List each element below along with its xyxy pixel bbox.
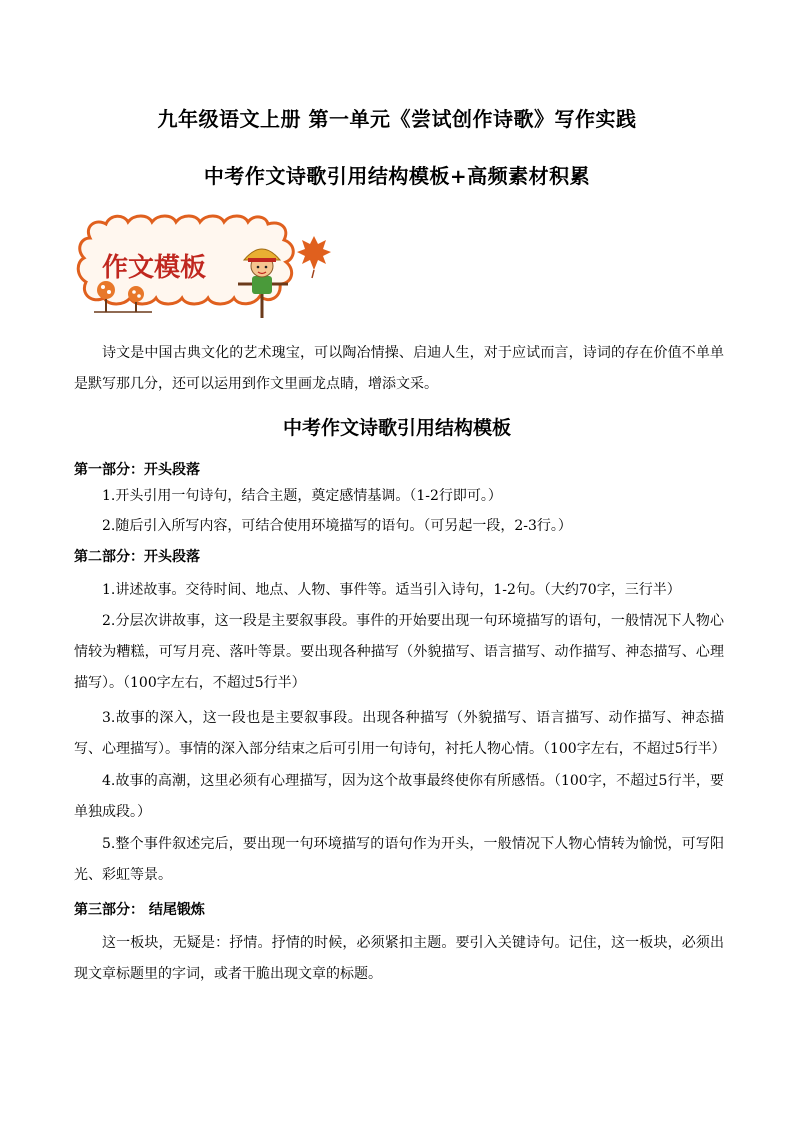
tree-icon <box>128 286 144 312</box>
part1-heading: 第一部分：开头段落 <box>74 462 200 478</box>
part2-item-5: 5.整个事件叙述完后，要出现一句环境描写的语句作为开头，一般情况下人物心情转为愉悦，可写阳光、彩虹等景。 <box>74 836 724 883</box>
part3-item-1: 这一板块，无疑是：抒情。抒情的时候，必须紧扣主题。要引入关键诗句。记住，这一板块，必须出现文章标题里的字词，或者干脆出现文章的标题。 <box>74 935 724 982</box>
part2-item-1: 1.讲述故事。交待时间、地点、人物、事件等。适当引入诗句，1-2句。（大约70字，三行半） <box>102 582 681 598</box>
maple-leaf-icon <box>297 236 331 270</box>
part1-item-2: 2.随后引入所写内容，可结合使用环境描写的语句。（可另起一段，2-3行。） <box>102 518 572 534</box>
section-title: 中考作文诗歌引用结构模板 <box>282 417 511 439</box>
part2-heading: 第二部分：开头段落 <box>74 549 200 565</box>
part2-item-3: 3.故事的深入，这一段也是主要叙事段。出现各种描写（外貌描写、语言描写、动作描写、神态描写、心理描写）。事情的深入部分结束之后可引用一句诗句，衬托人物心情。（100字左右，不超过5行半） <box>74 710 726 757</box>
part2-item-4: 4.故事的高潮，这里必须有心理描写，因为这个故事最终使你有所感悟。（100字，不超过5行半，要单独成段。） <box>74 773 724 820</box>
part2-item-2: 2.分层次讲故事，这一段是主要叙事段。事件的开始要出现一句环境描写的语句，一般情况下人物心情较为糟糕，可写月亮、落叶等景。要出现各种描写（外貌描写、语言描写、动作描写、神态描写、心理描写）。（100字左右，不超过5行半） <box>74 613 724 691</box>
badge-label: 作文模板 <box>102 253 207 283</box>
composition-template-badge <box>76 214 334 322</box>
intro-paragraph: 诗文是中国古典文化的艺术瑰宝，可以陶冶情操、启迪人生，对于应试而言，诗词的存在价值不单单是默写那几分，还可以运用到作文里画龙点睛，增添文采。 <box>74 345 724 392</box>
document-subtitle: 中考作文诗歌引用结构模板+高频素材积累 <box>203 164 591 188</box>
part1-item-1: 1.开头引用一句诗句，结合主题，奠定感情基调。（1-2行即可。） <box>102 488 502 504</box>
document-title: 九年级语文上册 第一单元《尝试创作诗歌》写作实践 <box>157 107 637 131</box>
part3-heading: 第三部分： 结尾锻炼 <box>74 902 205 918</box>
